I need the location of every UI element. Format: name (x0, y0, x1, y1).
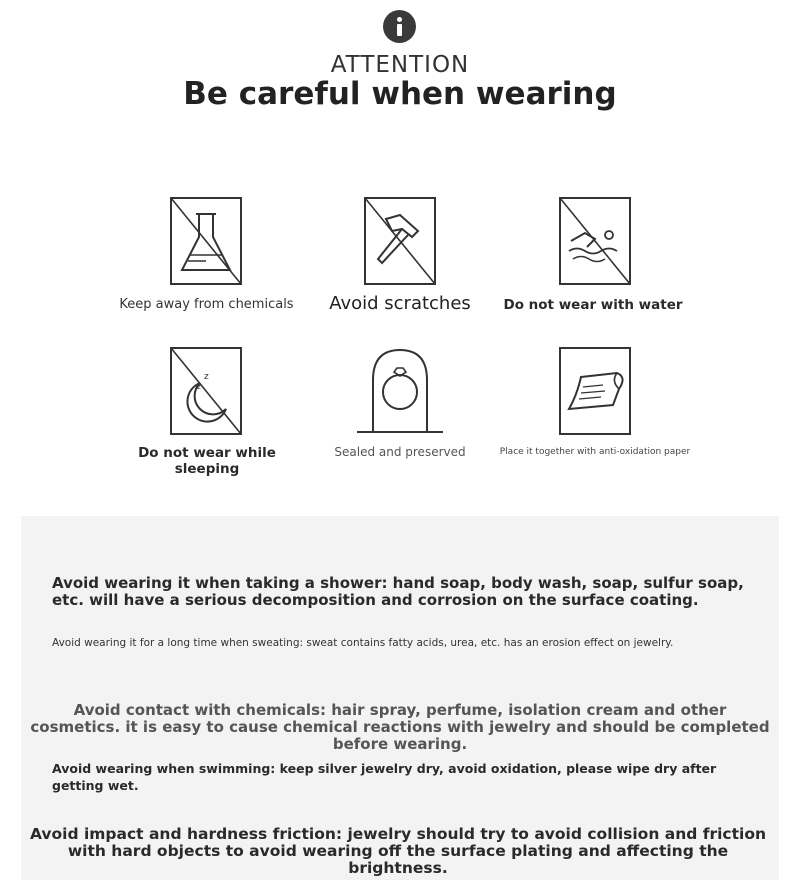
attention-kicker: ATTENTION (330, 52, 470, 78)
note-text: Avoid wearing it for a long time when sweating: sweat contains fatty acids, urea, etc. has an erosion effect on jewelry. (52, 637, 674, 649)
label-do-not-wear-while-sleeping: Do not wear while sleeping (138, 445, 276, 477)
hammer-prohibited-icon (364, 197, 436, 285)
note-chemicals (30, 702, 770, 753)
info-icon-bar (397, 24, 402, 36)
note-text: Avoid impact and hardness friction: jewelry should try to avoid collision and friction with hard objects to avoid wearing off the surface plating and affecting the brightness. (29, 825, 767, 877)
swimming-prohibited-icon (559, 197, 631, 285)
note-impact (18, 826, 778, 877)
chemical-flask-prohibited-icon (170, 197, 242, 285)
sleeping-prohibited-icon (170, 347, 242, 435)
note-shower (52, 575, 752, 609)
note-sweating (52, 635, 752, 652)
page-title: Be careful when wearing (183, 76, 617, 112)
label-anti-oxidation-paper: Place it together with anti-oxidation paper (499, 447, 691, 457)
anti-oxidation-paper-icon (559, 347, 631, 435)
label-sealed-and-preserved: Sealed and preserved (334, 445, 466, 459)
info-icon (383, 10, 416, 43)
label-avoid-scratches: Avoid scratches (329, 293, 471, 314)
note-swimming (52, 760, 752, 794)
label-keep-away-from-chemicals: Keep away from chemicals (119, 297, 294, 312)
svg-text:z: z (204, 372, 209, 382)
sealed-ring-bag-icon (355, 346, 445, 436)
label-do-not-wear-with-water: Do not wear with water (503, 297, 683, 313)
svg-text:z: z (197, 383, 201, 391)
info-icon-dot (397, 17, 402, 22)
note-text: Avoid wearing when swimming: keep silver jewelry dry, avoid oxidation, please wipe dry after getting wet. (52, 761, 717, 793)
note-text: Avoid contact with chemicals: hair spray, perfume, isolation cream and other cosmetics. it is easy to cause chemical reactions with jewelry and should be completed before wearing. (30, 701, 770, 753)
note-text: Avoid wearing it when taking a shower: hand soap, body wash, soap, sulfur soap, etc. will have a serious decomposition and corrosion on the surface coating. (52, 574, 744, 609)
